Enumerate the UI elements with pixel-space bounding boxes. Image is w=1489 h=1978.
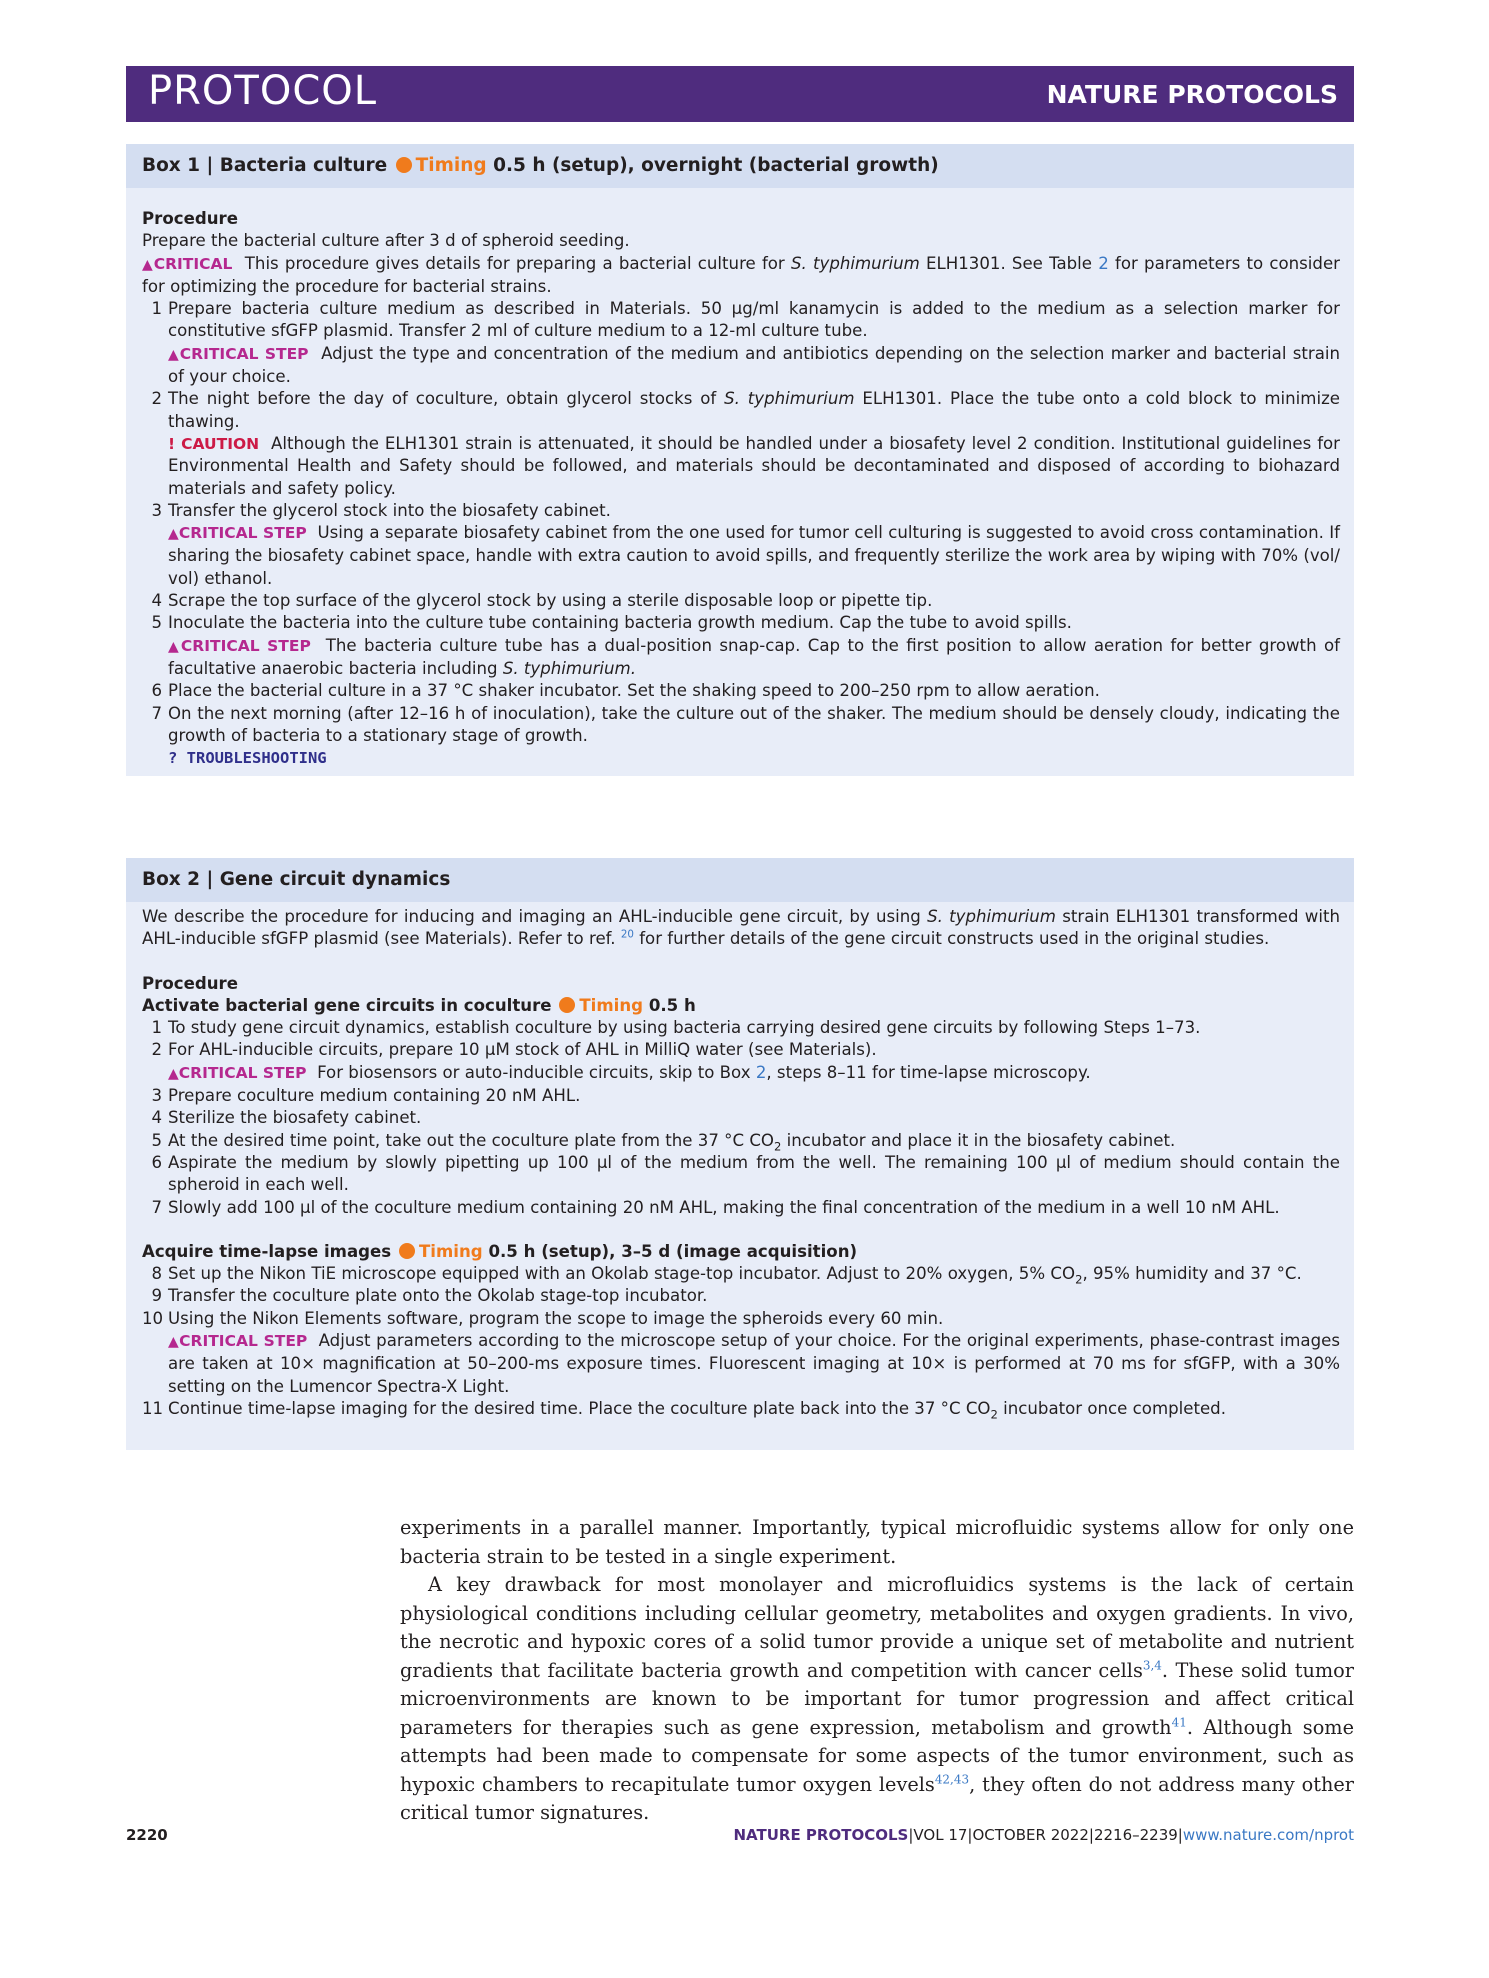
step-6: 6 Place the bacterial culture in a 37 °C shaker incubator. Set the shaking speed to 200–250 rpm to allow aeration.: [151, 681, 1100, 701]
box-2: [126, 858, 1354, 1450]
page-banner: [126, 66, 1354, 122]
step-2: 2 The night before the day of coculture, obtain glycerol stocks of S. typhimurium ELH1301. Place the tube onto a cold block to minimize thawing.: [151, 389, 1340, 431]
step-1: 1 Prepare bacteria culture medium as described in Materials. 50 µg/ml kanamycin is added to the medium as a selection marker for constitutive sfGFP plasmid. Transfer 2 ml of culture medium to a 12-ml culture tube.: [151, 299, 1340, 341]
reference-link[interactable]: 42,43: [934, 1772, 970, 1787]
box-1-header: [126, 144, 1354, 188]
paragraph-2: A key drawback for most monolayer and microfluidics systems is the lack of certain physiological conditions including cellular geometry, metabolites and oxygen gradients. In vivo, the necrotic and hypoxic cores of a solid tumor provide a unique set of metabolite and nutrient gradients that facilitate bacteria growth and competition with cancer cells$^{3,4}$. These solid tumor microenvironments are known to be important for tumor progression and affect critical parameters for therapies such as gene expression, metabolism and growth$^{41}$. Although some attempts had been made to compensate for some aspects of the tumor environment, such as hypoxic chambers to recapitulate tumor oxygen levels$^{42,43}$, they often do not address many other critical tumor signatures.: [400, 1573, 1355, 1824]
procedure-heading: Procedure: [142, 973, 238, 993]
step-2: 2 For AHL-inducible circuits, prepare 10 µM stock of AHL in MilliQ water (see Materials).: [151, 1040, 877, 1060]
step-5-critical: ▲CRITICAL STEP The bacteria culture tube has a dual-position snap-cap. Cap to the first position to allow aeration for better growth of facultative anaerobic bacteria including S. typhimurium.: [168, 635, 1341, 678]
reference-link[interactable]: 41: [1171, 1715, 1187, 1730]
box-label: Box 1 |: [142, 155, 214, 176]
box-label: Box 2 |: [142, 869, 214, 890]
critical-triangle-icon: ▲: [142, 256, 154, 273]
step-3-critical: ▲CRITICAL STEP Using a separate biosafety cabinet from the one used for tumor cell culturing is suggested to avoid cross contamination. If sharing the biosafety cabinet space, handle with extra caution to avoid spills, and frequently sterilize the work area by wiping with 70% (vol/ vol) ethanol.: [168, 523, 1340, 588]
step-3: 3 Transfer the glycerol stock into the biosafety cabinet.: [151, 500, 611, 520]
table-link[interactable]: 2: [1098, 253, 1109, 273]
section-label: PROTOCOL: [148, 68, 378, 114]
reference-link[interactable]: 3,4: [1142, 1658, 1162, 1673]
timing-value: 0.5 h (setup), overnight (bacterial growth): [493, 155, 939, 176]
footer-citation: NATURE PROTOCOLS|VOL 17|OCTOBER 2022|2216–2239|www.nature.com/nprot: [733, 1826, 1354, 1844]
journal-name: NATURE PROTOCOLS: [1046, 80, 1338, 109]
box-title: Bacteria culture: [219, 155, 388, 176]
box-2-header: [126, 858, 1354, 902]
box-title: Gene circuit dynamics: [219, 869, 451, 890]
box-1-intro: Prepare the bacterial culture after 3 d of spheroid seeding.: [142, 231, 630, 251]
troubleshooting-link[interactable]: ? TROUBLESHOOTING: [168, 749, 327, 768]
step-11: 11 Continue time-lapse imaging for the desired time. Place the coculture plate back into the 37 °C $CO_2$ incubator once completed.: [142, 1398, 1226, 1422]
step-5: 5 At the desired time point, take out the coculture plate from the 37 °C $CO_2$ incubator and place it in the biosafety cabinet.: [151, 1130, 1176, 1153]
step-6: 6 Aspirate the medium by slowly pipetting up 100 µl of the medium from the well. The remaining 100 µl of medium should contain the spheroid in each well.: [151, 1152, 1340, 1195]
box-2-intro: We describe the procedure for inducing and imaging an AHL-inducible gene circuit, by using S. typhimurium strain ELH1301 transformed with AHL-inducible sfGFP plasmid (see Materials). Refer to ref. $^{20}$ for further details of the gene circuit constructs used in the original studies.: [142, 907, 1341, 949]
step-3: 3 Prepare coculture medium containing 20 nM AHL.: [151, 1086, 581, 1106]
step-4: 4 Scrape the top surface of the glycerol stock by using a sterile disposable loop or pipette tip.: [151, 591, 933, 611]
timing-label: Timing: [415, 155, 487, 176]
journal-url-link[interactable]: www.nature.com/nprot: [1182, 1826, 1354, 1844]
step-1-critical: ▲CRITICAL STEP Adjust the type and concentration of the medium and antibiotics depending on the selection marker and bacterial strain of your choice.: [168, 343, 1340, 387]
box-link[interactable]: 2: [755, 1062, 767, 1082]
page-number: 2220: [126, 1826, 168, 1844]
step-7: 7 On the next morning (after 12–16 h of inoculation), take the culture out of the shaker. The medium should be densely cloudy, indicating the growth of bacteria to a stationary stage of growth.: [151, 703, 1340, 745]
step-8: 8 Set up the Nikon TiE microscope equipped with an Okolab stage-top incubator. Adjust to 20% oxygen, 5% $CO_2$, 95% humidity and 37 °C.: [151, 1264, 1302, 1287]
timing-dot-icon: [559, 997, 575, 1013]
step-9: 9 Transfer the coculture plate onto the Okolab stage-top incubator.: [151, 1286, 708, 1306]
step-10-critical: ▲CRITICAL STEP Adjust parameters according to the microscope setup of your choice. For the original experiments, phase-contrast images are taken at 10× magnification at 50–200-ms exposure times. Fluorescent imaging at 10× is performed at 70 ms for sfGFP, with a 30% setting on the Lumencor Spectra-X Light.: [168, 1331, 1340, 1396]
step-1: 1 To study gene circuit dynamics, establish coculture by using bacteria carrying desired gene circuits by following Steps 1–73.: [151, 1018, 1201, 1038]
box-1: [126, 144, 1354, 776]
timing-dot-icon: [399, 1243, 415, 1259]
reference-link[interactable]: 20: [620, 928, 634, 941]
step-7: 7 Slowly add 100 µl of the coculture medium containing 20 nM AHL, making the final concentration of the medium in a well 10 nM AHL.: [151, 1197, 1280, 1217]
step-4: 4 Sterilize the biosafety cabinet.: [151, 1108, 422, 1128]
subsection-title-activate: Activate bacterial gene circuits in coculture Timing 0.5 h: [142, 995, 696, 1015]
timing-dot-icon: [396, 157, 412, 173]
paragraph-1: experiments in a parallel manner. Importantly, typical microfluidic systems allow for only one bacteria strain to be tested in a single experiment.: [400, 1516, 1354, 1568]
procedure-heading: Procedure: [142, 209, 238, 228]
step-2-critical: ▲CRITICAL STEP For biosensors or auto-inducible circuits, skip to Box 2, steps 8–11 for time-lapse microscopy.: [168, 1062, 1091, 1082]
subsection-title-acquire: Acquire time-lapse images Timing 0.5 h (setup), 3–5 d (image acquisition): [142, 1241, 858, 1261]
body-text: [400, 1514, 1354, 1828]
box-1-critical: ▲CRITICAL This procedure gives details for preparing a bacterial culture for S. typhimurium ELH1301. See Table 2 for parameters to consider for optimizing the procedure for bacterial strains.: [142, 253, 1340, 296]
step-2-caution: ! CAUTION Although the ELH1301 strain is attenuated, it should be handled under a biosafety level 2 condition. Institutional guidelines for Environmental Health and Safety should be followed, and materials should be decontaminated and disposed of according to biohazard materials and safety policy.: [168, 433, 1341, 498]
step-10: 10 Using the Nikon Elements software, program the scope to image the spheroids every 60 min.: [142, 1308, 944, 1328]
step-5: 5 Inoculate the bacteria into the culture tube containing bacteria growth medium. Cap the tube to avoid spills.: [151, 613, 1072, 633]
